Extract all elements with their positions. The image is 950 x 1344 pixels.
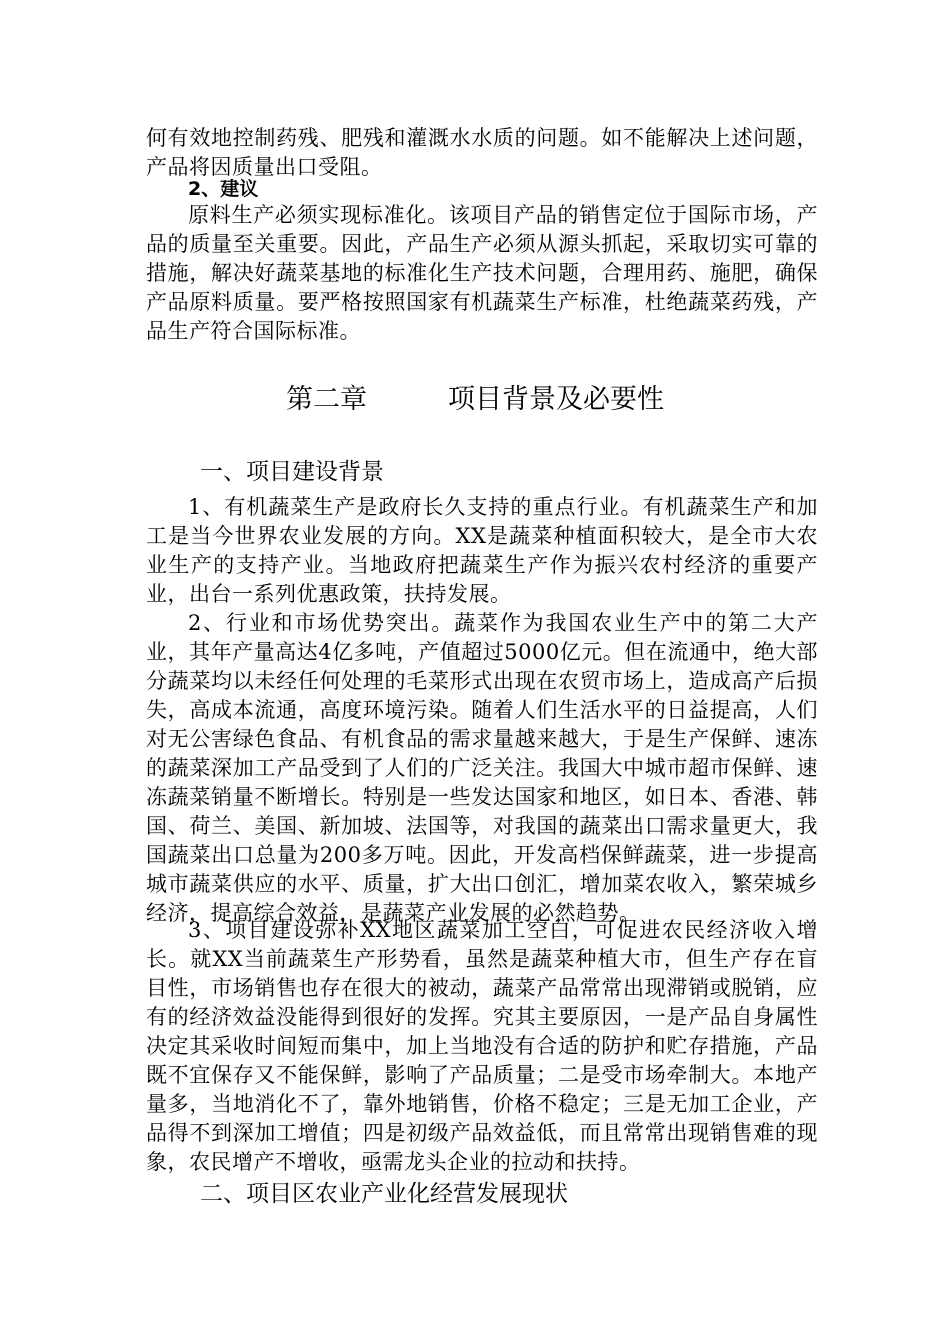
section-heading-background: 一、项目建设背景 xyxy=(200,459,384,485)
background-paragraph-2: 2、行业和市场优势突出。蔬菜作为我国农业生产中的第二大产业，其年产量高达4亿多吨，产值超过5000亿元。但在流通中，绝大部分蔬菜均以未经任何处理的毛菜形式出现在农贸市场上，造成高产后损失，高成本流通，高度环境污染。随着人们生活水平的日益提高，人们对无公害绿色食品、有机食品的需求量越来越大，于是生产保鲜、速冻的蔬菜深加工产品受到了人们的广泛关注。我国大中城市超市保鲜、速冻蔬菜销量不断增长。特别是一些发达国家和地区，如日本、香港、韩国、荷兰、美国、新加坡、法国等，对我国的蔬菜出口需求量更大，我国蔬菜出口总量为200多万吨。因此，开发高档保鲜蔬菜，进一步提高城市蔬菜供应的水平、质量，扩大出口创汇，增加菜农收入，繁荣城乡经济，提高综合效益，是蔬菜产业发展的必然趋势。 xyxy=(146,611,818,925)
continuation-paragraph: 何有效地控制药残、肥残和灌溉水水质的问题。如不能解决上述问题，产品将因质量出口受阻。 xyxy=(146,126,818,179)
suggestion-paragraph: 原料生产必须实现标准化。该项目产品的销售定位于国际市场，产品的质量至关重要。因此，产品生产必须从源头抓起，采取切实可靠的措施，解决好蔬菜基地的标准化生产技术问题，合理用药、施肥，确保产品原料质量。要严格按照国家有机蔬菜生产标准，杜绝蔬菜药残，产品生产符合国际标准。 xyxy=(146,203,818,343)
background-paragraph-1: 1、有机蔬菜生产是政府长久支持的重点行业。有机蔬菜生产和加工是当今世界农业发展的方向。XX是蔬菜种植面积较大，是全市大农业生产的支持产业。当地政府把蔬菜生产作为振兴农村经济的重要产业，出台一系列优惠政策，扶持发展。 xyxy=(146,495,818,606)
section-heading-industrialization: 二、项目区农业产业化经营发展现状 xyxy=(200,1181,568,1207)
chapter-name: 项目背景及必要性 xyxy=(448,384,664,415)
chapter-number: 第二章 xyxy=(286,384,367,415)
chapter-title xyxy=(0,382,950,418)
background-paragraph-3: 3、项目建设弥补XX地区蔬菜加工空白，可促进农民经济收入增长。就XX当前蔬菜生产形势看，虽然是蔬菜种植大市，但生产存在盲目性，市场销售也存在很大的被动，蔬菜产品常常出现滞销或脱销，应有的经济效益没能得到很好的发挥。究其主要原因，一是产品自身属性决定其采收时间短而集中，加上当地没有合适的防护和贮存措施，产品既不宜保存又不能保鲜，影响了产品质量；二是受市场牵制大。本地产量多，当地消化不了，靠外地销售，价格不稳定；三是无加工企业，产品得不到深加工增值；四是初级产品效益低，而且常常出现销售难的现象，农民增产不增收，亟需龙头企业的拉动和扶持。 xyxy=(146,918,818,1174)
suggestion-heading: 2、建议 xyxy=(188,178,259,200)
